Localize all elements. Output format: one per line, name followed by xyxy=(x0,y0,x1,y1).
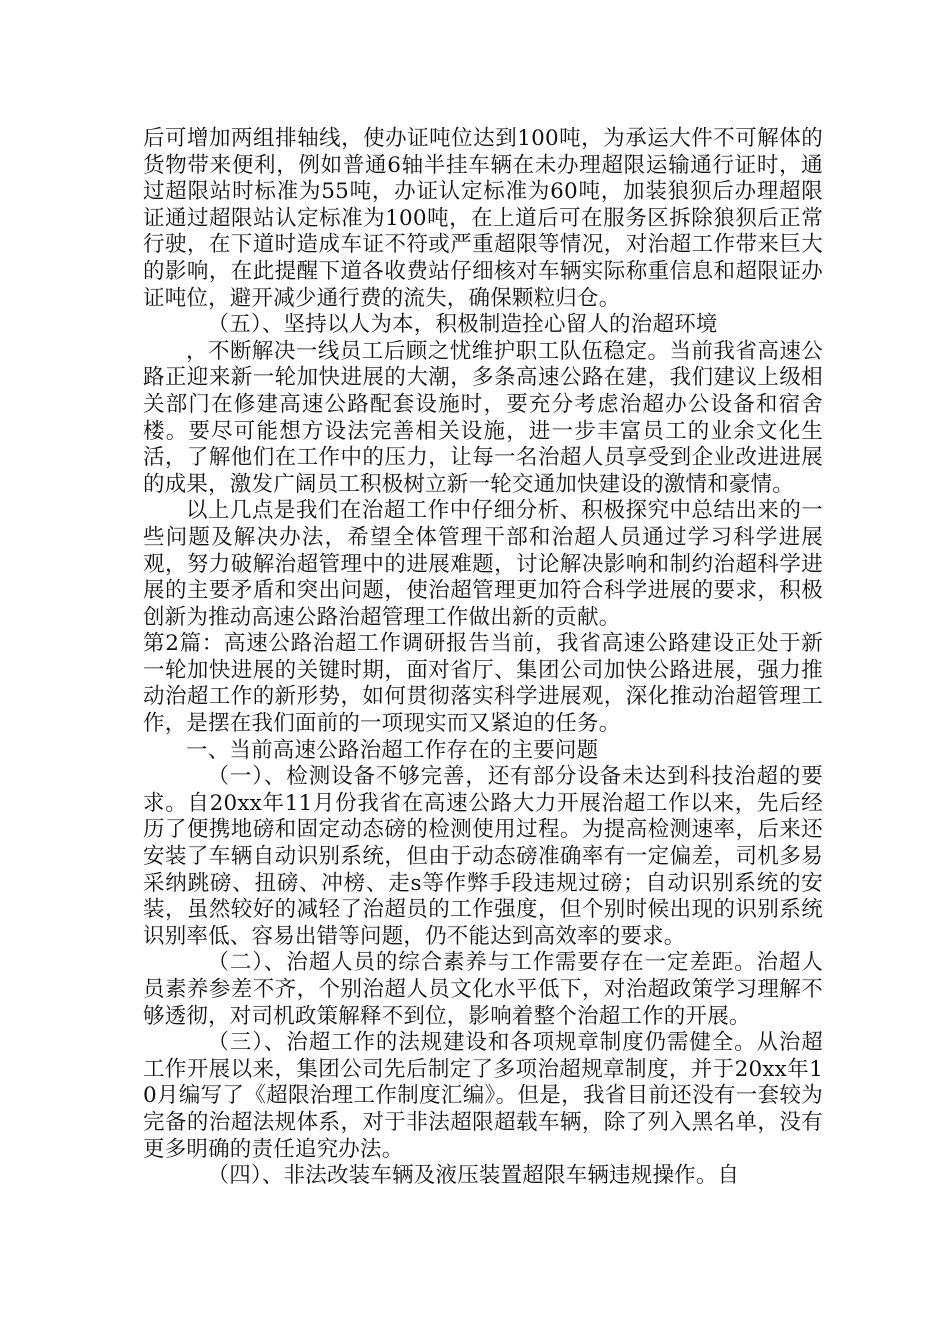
paragraph-4: 第2篇：高速公路治超工作调研报告当前，我省高速公路建设正处于新一轮加快进展的关键时期，面对省厅、集团公司加快公路进展，强力推动治超工作的新形势，如何贯彻落实科学进展观，深化推动治超管理工作，是摆在我们面前的一项现实而又紧迫的任务。 xyxy=(143,631,823,737)
paragraph-5: （一）、检测设备不够完善，还有部分设备未达到科技治超的要求。自20xx年11月份我省在高速公路大力开展治超工作以来，先后经历了便携地磅和固定动态磅的检测使用过程。为提高检测速率，后来还安装了车辆自动识别系统，但由于动态磅准确率有一定偏差，司机多易采纳跳磅、扭磅、冲榜、走s等作弊手段违规过磅；自动识别系统的安装，虽然较好的减轻了治超员的工作强度，但个别时候出现的识别系统识别率低、容易出错等问题，仍不能达到高效率的要求。 xyxy=(143,764,823,949)
paragraph-8: （四）、非法改装车辆及液压装置超限车辆违规操作。自 xyxy=(207,1163,740,1189)
paragraph-2: ，不断解决一线员工后顾之忧维护职工队伍稳定。当前我省高速公路正迎来新一轮加快进展的大潮，多条高速公路在建，我们建议上级相关部门在修建高速公路配套设施时，要充分考虑治超办公设备和宿舍楼。要尽可能想方设法完善相关设施，进一步丰富员工的业余文化生活，了解他们在工作中的压力，让每一名治超人员享受到企业改进进展的成果，激发广阔员工积极树立新一轮交通加快建设的激情和豪情。 xyxy=(143,338,823,497)
document-body xyxy=(143,126,823,1190)
paragraph-3: 以上几点是我们在治超工作中仔细分析、积极探究中总结出来的一些问题及解决办法，希望全体管理干部和治超人员通过学习科学进展观，努力破解治超管理中的进展难题，讨论解决影响和制约治超科学进展的主要矛盾和突出问题，使治超管理更加符合科学进展的要求，积极创新为推动高速公路治超管理工作做出新的贡献。 xyxy=(143,498,823,630)
paragraph-1: 后可增加两组排轴线，使办证吨位达到100吨，为承运大件不可解体的货物带来便利，例如普通6轴半挂车辆在未办理超限运输通行证时，通过超限站时标准为55吨，办证认定标准为60吨，加装狼狈后办理超限证通过超限站认定标准为100吨，在上道后可在服务区拆除狼狈后正常行驶，在下道时造成车证不符或严重超限等情况，对治超工作带来巨大的影响，在此提醒下道各收费站仔细核对车辆实际称重信息和超限证办证吨位，避开减少通行费的流失，确保颗粒归仓。 xyxy=(143,126,823,311)
heading-section-5: （五）、坚持以人为本，积极制造拴心留人的治超环境 xyxy=(207,312,718,338)
paragraph-7: （三）、治超工作的法规建设和各项规章制度仍需健全。从治超工作开展以来，集团公司先后制定了多项治超规章制度，并于20xx年10月编写了《超限治理工作制度汇编》。但是，我省目前还没有一套较为完备的治超法规体系，对于非法超限超载车辆，除了列入黑名单，没有更多明确的责任追究办法。 xyxy=(143,1030,823,1162)
paragraph-6: （二）、治超人员的综合素养与工作需要存在一定差距。治超人员素养参差不齐，个别治超人员文化水平低下，对治超政策学习理解不够透彻，对司机政策解释不到位，影响着整个治超工作的开展。 xyxy=(143,950,823,1029)
heading-main-problems: 一、当前高速公路治超工作存在的主要问题 xyxy=(186,737,599,763)
